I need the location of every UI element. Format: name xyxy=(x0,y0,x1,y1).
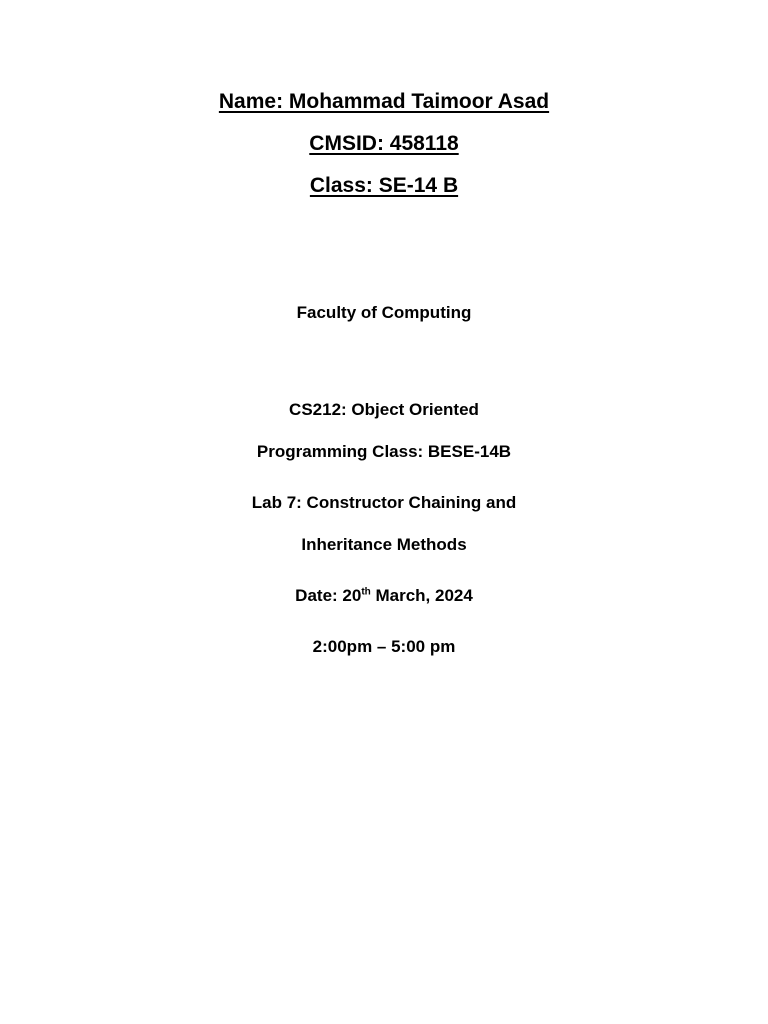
faculty-title: Faculty of Computing xyxy=(296,303,472,322)
lab-title-line-1: Lab 7: Constructor Chaining and xyxy=(251,493,517,512)
student-class: Class: SE-14 B xyxy=(309,174,459,197)
lab-date xyxy=(0,587,768,604)
lab-date-prefix: Date: 20 xyxy=(295,586,362,605)
lab-time: 2:00pm – 5:00 pm xyxy=(312,637,456,656)
lab-date-ordinal: th xyxy=(361,586,371,598)
student-cmsid: CMSID: 458118 xyxy=(309,132,459,155)
student-name: Name: Mohammad Taimoor Asad xyxy=(218,90,550,113)
course-title-line-2: Programming Class: BESE-14B xyxy=(256,442,512,461)
lab-title-line-2: Inheritance Methods xyxy=(301,535,467,554)
lab-date-rest: March, 2024 xyxy=(370,586,473,605)
course-title-line-1: CS212: Object Oriented xyxy=(289,400,479,419)
